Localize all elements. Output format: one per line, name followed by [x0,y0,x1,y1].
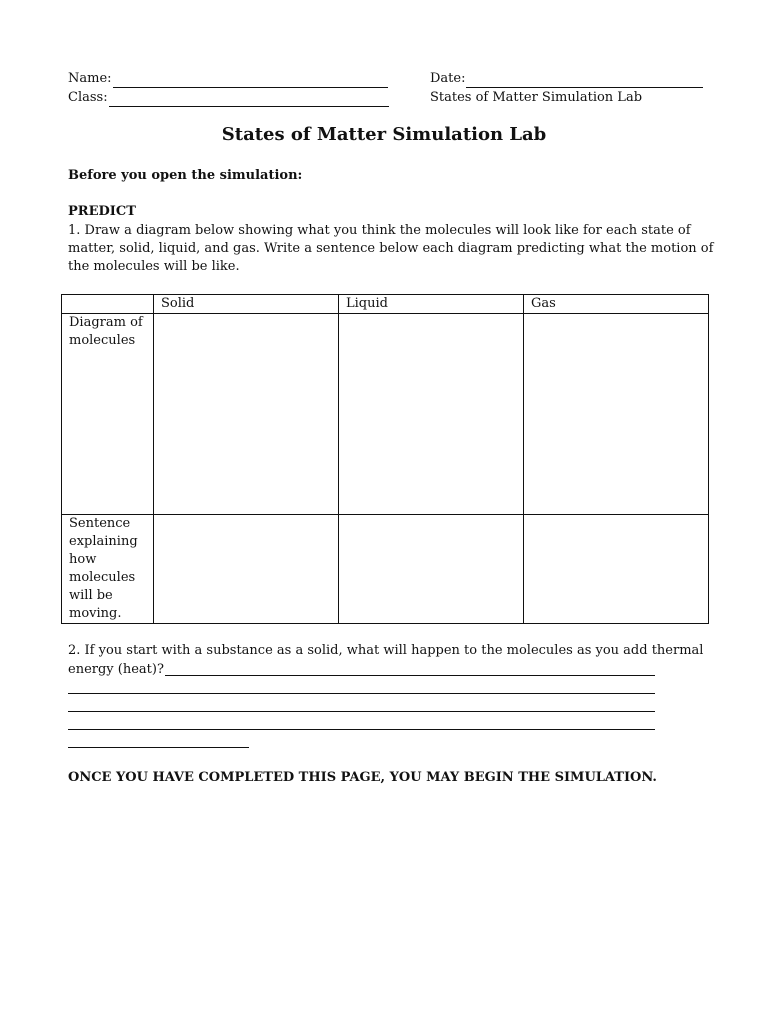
header-cell-gas: Gas [524,295,709,314]
predict-heading: PREDICT [68,204,136,219]
gas-sentence-cell[interactable] [524,515,709,624]
answer-blank-line[interactable] [68,711,655,712]
date-blank-line[interactable] [466,74,703,88]
row-label-sentence-line: explaining [69,534,138,549]
row-label-sentence [62,515,154,624]
solid-sentence-cell[interactable] [154,515,339,624]
row-label-sentence-line: molecules [69,570,136,585]
header-lab-title: States of Matter Simulation Lab [430,90,643,105]
header-cell-solid: Solid [154,295,339,314]
solid-diagram-cell[interactable] [154,314,339,515]
name-blank-line[interactable] [113,74,388,88]
row-label-sentence-line: Sentence [69,516,131,531]
row-label-diagram-line: molecules [69,333,136,348]
closing-instruction: ONCE YOU HAVE COMPLETED THIS PAGE, YOU MAY BEGIN THE SIMULATION. [68,770,657,785]
row-label-sentence-line: how [69,552,97,567]
liquid-diagram-cell[interactable] [339,314,524,515]
answer-blank-line[interactable] [68,747,249,748]
q1-line-2: matter, solid, liquid, and gas. Write a sentence below each diagram predicting what the motion of [68,241,714,256]
row-label-sentence-line: moving. [69,606,122,621]
table-row-diagram [62,314,709,515]
row-label-sentence-line: will be [69,588,113,603]
class-field[interactable] [68,89,389,107]
name-field[interactable] [68,70,388,88]
q2-line-2: energy (heat)? [68,662,164,677]
class-blank-line[interactable] [109,93,389,107]
table-row-sentence [62,515,709,624]
q2-line-1: 2. If you start with a substance as a solid, what will happen to the molecules as you add thermal [68,643,704,658]
q1-line-3: the molecules will be like. [68,259,240,274]
header-cell-blank [62,295,154,314]
row-label-diagram-line: Diagram of [69,315,143,330]
header-cell-liquid: Liquid [339,295,524,314]
date-field[interactable] [430,70,703,88]
table-header-row [62,295,709,314]
row-label-diagram [62,314,154,515]
intro-text: Before you open the simulation: [68,168,303,183]
answer-blank-line[interactable] [165,675,655,676]
date-label: Date: [430,71,466,86]
q1-line-1: 1. Draw a diagram below showing what you think the molecules will look like for each state of [68,223,691,238]
class-label: Class: [68,90,108,105]
page-title: States of Matter Simulation Lab [221,124,547,145]
answer-blank-line[interactable] [68,729,655,730]
name-label: Name: [68,71,112,86]
gas-diagram-cell[interactable] [524,314,709,515]
liquid-sentence-cell[interactable] [339,515,524,624]
answer-blank-line[interactable] [68,693,655,694]
prediction-table [61,294,709,624]
